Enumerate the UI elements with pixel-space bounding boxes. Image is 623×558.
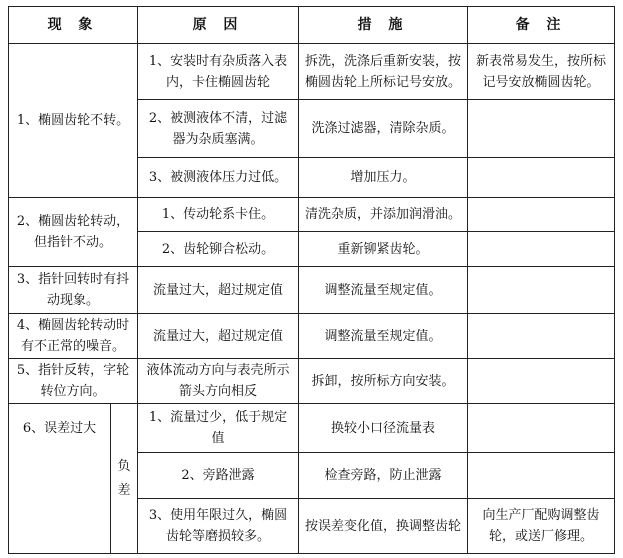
cause-cell: 2、齿轮铆合松动。: [138, 232, 299, 267]
table-row: [9, 359, 615, 404]
cause-cell: 3、使用年限过久，椭圆齿轮等磨损较多。: [138, 499, 299, 554]
measure-cell: 按误差变化值，换调整齿轮: [299, 499, 468, 554]
table-row: [9, 314, 615, 359]
measure-cell: 调整流量至规定值。: [299, 267, 468, 314]
header-cause: 原 因: [138, 7, 299, 44]
phenomenon-cell: 4、椭圆齿轮转动时有不正常的噪音。: [9, 314, 138, 359]
table-row: [9, 198, 615, 232]
cause-cell: 液体流动方向与表壳所示箭头方向相反: [138, 359, 299, 404]
note-cell: [468, 453, 615, 499]
note-cell: [468, 359, 615, 404]
measure-cell: 清洗杂质，并添加润滑油。: [299, 198, 468, 232]
note-cell: [468, 404, 615, 453]
cause-cell: 2、旁路泄露: [138, 453, 299, 499]
cause-cell: 流量过大，超过规定值: [138, 314, 299, 359]
header-measure: 措 施: [299, 7, 468, 44]
phenomenon-cell: 2、椭圆齿轮转动，但指针不动。: [9, 198, 138, 267]
cause-cell: 流量过大，超过规定值: [138, 267, 299, 314]
header-row: [9, 7, 615, 44]
note-cell: 新表常易发生，按所标记号安放椭圆齿轮。: [468, 44, 615, 100]
phenomenon-cell: 3、指针回转时有抖动现象。: [9, 267, 138, 314]
cause-cell: 2、被测液体不清，过滤器为杂质塞满。: [138, 100, 299, 158]
troubleshooting-table: [8, 6, 615, 554]
note-cell: [468, 267, 615, 314]
cause-cell: 3、被测液体压力过低。: [138, 158, 299, 198]
note-cell: [468, 158, 615, 198]
measure-cell: 洗涤过滤器，清除杂质。: [299, 100, 468, 158]
sub-label-cell: 负差: [111, 404, 138, 554]
table-row: [9, 44, 615, 100]
note-cell: [468, 100, 615, 158]
cause-cell: 1、安装时有杂质落入表内，卡住椭圆齿轮: [138, 44, 299, 100]
phenomenon-cell: 5、指针反转，字轮转位方向。: [9, 359, 138, 404]
header-note: 备 注: [468, 7, 615, 44]
measure-cell: 拆卸，按所标方向安装。: [299, 359, 468, 404]
note-cell: [468, 314, 615, 359]
table-row: [9, 404, 615, 453]
note-cell: [468, 198, 615, 232]
phenomenon-cell: 1、椭圆齿轮不转。: [9, 44, 138, 198]
measure-cell: 增加压力。: [299, 158, 468, 198]
note-cell: 向生产厂配购调整齿轮，或送厂修理。: [468, 499, 615, 554]
note-cell: [468, 232, 615, 267]
table-row: [9, 267, 615, 314]
measure-cell: 拆洗，洗涤后重新安装，按椭圆齿轮上所标记号安放。: [299, 44, 468, 100]
phenomenon-cell: 6、误差过大: [9, 404, 111, 554]
measure-cell: 调整流量至规定值。: [299, 314, 468, 359]
cause-cell: 1、流量过少，低于规定值: [138, 404, 299, 453]
measure-cell: 重新铆紧齿轮。: [299, 232, 468, 267]
measure-cell: 换较小口径流量表: [299, 404, 468, 453]
cause-cell: 1、传动轮系卡住。: [138, 198, 299, 232]
header-phenomenon: 现 象: [9, 7, 138, 44]
measure-cell: 检查旁路，防止泄露: [299, 453, 468, 499]
